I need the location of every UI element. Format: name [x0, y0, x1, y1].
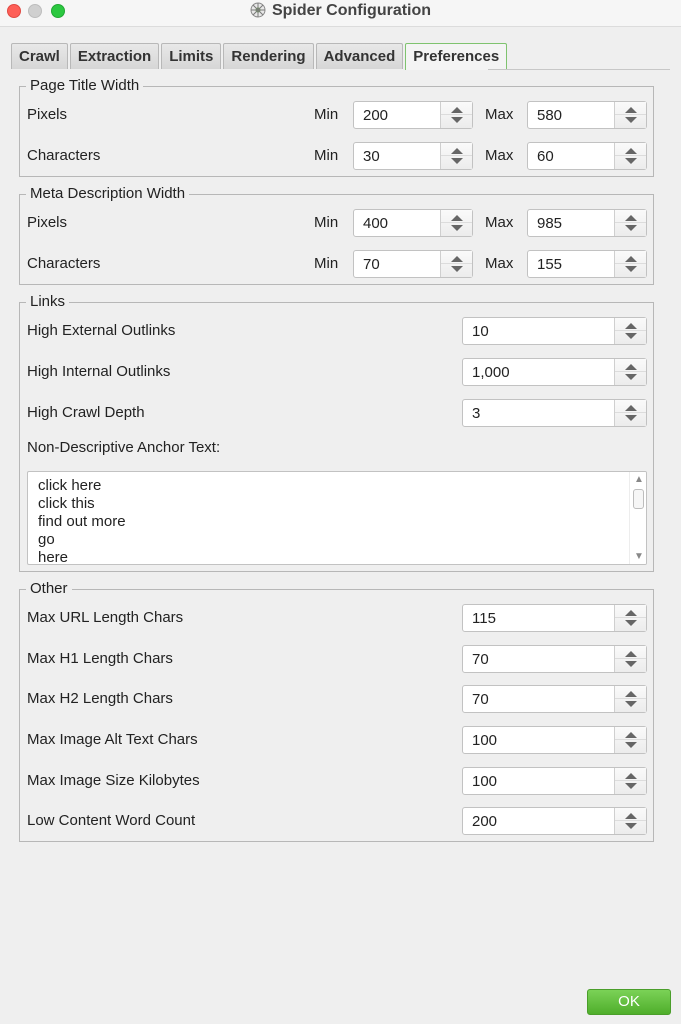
min-label: Min [314, 214, 339, 231]
spinbox-buttons [614, 102, 646, 128]
spinbox-buttons [440, 143, 472, 169]
tab-rendering[interactable]: Rendering [223, 43, 313, 69]
spinbox-value[interactable]: 200 [472, 813, 498, 830]
high-crawl-depth-row [27, 399, 647, 427]
page-title-width-group [19, 77, 654, 177]
spinbox-buttons [614, 686, 646, 712]
high-external-outlinks-spinbox[interactable] [462, 317, 647, 345]
increment-arrow-icon[interactable] [625, 256, 637, 262]
row-label: Max Image Alt Text Chars [27, 731, 198, 748]
other-group [19, 580, 654, 842]
row-label: High Crawl Depth [27, 404, 145, 421]
spinbox-value[interactable]: 10 [472, 323, 489, 340]
row-label: Pixels [27, 214, 68, 231]
anchor-text-label: Non-Descriptive Anchor Text: [27, 439, 221, 456]
max-h1-length-spinbox[interactable] [462, 645, 647, 673]
max-image-size-spinbox[interactable] [462, 767, 647, 795]
title-pixels-min-spinbox[interactable] [353, 101, 473, 129]
increment-arrow-icon[interactable] [451, 107, 463, 113]
max-url-length-spinbox[interactable] [462, 604, 647, 632]
increment-arrow-icon[interactable] [625, 651, 637, 657]
row-label: High Internal Outlinks [27, 363, 171, 380]
list-item[interactable]: find out more [38, 513, 126, 530]
decrement-arrow-icon[interactable] [625, 661, 637, 667]
decrement-arrow-icon[interactable] [451, 117, 463, 123]
min-label: Min [314, 147, 339, 164]
min-label: Min [314, 255, 339, 272]
group-heading: Other [26, 580, 72, 598]
meta-pixels-max-spinbox[interactable] [527, 209, 647, 237]
window-title: Spider Configuration [271, 2, 432, 19]
spinbox-value[interactable]: 1,000 [472, 364, 510, 381]
increment-arrow-icon[interactable] [625, 215, 637, 221]
group-heading: Page Title Width [26, 77, 143, 95]
meta-pixels-row [27, 209, 647, 237]
anchor-text-label-row [27, 434, 647, 462]
tab-crawl[interactable]: Crawl [11, 43, 68, 69]
spinbox-value[interactable]: 3 [472, 405, 481, 422]
spinbox-buttons [440, 251, 472, 277]
title-bar [0, 0, 681, 27]
spinbox-buttons [614, 210, 646, 236]
increment-arrow-icon[interactable] [625, 364, 637, 370]
meta-pixels-min-spinbox[interactable] [353, 209, 473, 237]
spinbox-buttons [614, 605, 646, 631]
tab-preferences[interactable]: Preferences [405, 43, 507, 70]
spinbox-value[interactable]: 70 [472, 651, 489, 668]
increment-arrow-icon[interactable] [451, 215, 463, 221]
meta-characters-row [27, 250, 647, 278]
spinbox-value[interactable]: 70 [472, 691, 489, 708]
decrement-arrow-icon[interactable] [625, 266, 637, 272]
max-label: Max [485, 106, 514, 123]
spinbox-buttons [614, 251, 646, 277]
high-internal-outlinks-row [27, 358, 647, 386]
decrement-arrow-icon[interactable] [451, 266, 463, 272]
spinbox-value[interactable]: 100 [472, 732, 498, 749]
spinbox-value[interactable]: 155 [537, 256, 563, 273]
decrement-arrow-icon[interactable] [625, 225, 637, 231]
increment-arrow-icon[interactable] [451, 148, 463, 154]
spinbox-buttons [614, 768, 646, 794]
spinbox-buttons [614, 400, 646, 426]
row-label: Max URL Length Chars [27, 609, 184, 626]
decrement-arrow-icon[interactable] [625, 374, 637, 380]
max-h2-length-row [27, 685, 647, 713]
spinbox-buttons [614, 143, 646, 169]
meta-chars-max-spinbox[interactable] [527, 250, 647, 278]
decrement-arrow-icon[interactable] [451, 225, 463, 231]
title-chars-max-spinbox[interactable] [527, 142, 647, 170]
list-item[interactable]: go [38, 531, 55, 548]
increment-arrow-icon[interactable] [625, 405, 637, 411]
vertical-scrollbar[interactable] [629, 472, 646, 564]
spinbox-buttons [440, 102, 472, 128]
meta-chars-min-spinbox[interactable] [353, 250, 473, 278]
row-label: Characters [27, 147, 101, 164]
title-chars-min-spinbox[interactable] [353, 142, 473, 170]
decrement-arrow-icon[interactable] [625, 620, 637, 626]
list-item[interactable]: here [38, 549, 69, 565]
decrement-arrow-icon[interactable] [625, 158, 637, 164]
max-label: Max [485, 147, 514, 164]
max-image-alt-text-row [27, 726, 647, 754]
min-label: Min [314, 106, 339, 123]
group-heading: Links [26, 293, 69, 311]
high-crawl-depth-spinbox[interactable] [462, 399, 647, 427]
max-label: Max [485, 255, 514, 272]
low-content-word-count-spinbox[interactable] [462, 807, 647, 835]
low-content-word-count-row [27, 807, 647, 835]
spinbox-buttons [614, 646, 646, 672]
row-label: Max H1 Length Chars [27, 650, 173, 667]
increment-arrow-icon[interactable] [625, 813, 637, 819]
increment-arrow-icon[interactable] [625, 107, 637, 113]
increment-arrow-icon[interactable] [625, 610, 637, 616]
non-descriptive-anchor-text-list[interactable] [27, 471, 647, 565]
decrement-arrow-icon[interactable] [625, 333, 637, 339]
decrement-arrow-icon[interactable] [625, 823, 637, 829]
links-group [19, 293, 654, 572]
spinbox-buttons [440, 210, 472, 236]
tab-bar [11, 43, 509, 70]
tab-divider [488, 69, 670, 70]
decrement-arrow-icon[interactable] [451, 158, 463, 164]
decrement-arrow-icon[interactable] [625, 415, 637, 421]
scroll-down-icon[interactable]: ▼ [634, 551, 644, 562]
row-label: High External Outlinks [27, 322, 176, 339]
row-label: Low Content Word Count [27, 812, 196, 829]
high-external-outlinks-row [27, 317, 647, 345]
title-characters-row [27, 142, 647, 170]
ok-button[interactable]: OK [587, 989, 671, 1015]
group-heading: Meta Description Width [26, 185, 189, 203]
spinbox-buttons [614, 359, 646, 385]
decrement-arrow-icon[interactable] [625, 117, 637, 123]
decrement-arrow-icon[interactable] [625, 742, 637, 748]
decrement-arrow-icon[interactable] [625, 701, 637, 707]
spinbox-value[interactable]: 60 [537, 148, 554, 165]
increment-arrow-icon[interactable] [625, 148, 637, 154]
increment-arrow-icon[interactable] [625, 773, 637, 779]
increment-arrow-icon[interactable] [625, 732, 637, 738]
spinbox-value[interactable]: 100 [472, 773, 498, 790]
max-image-size-row [27, 767, 647, 795]
spinbox-value[interactable]: 70 [363, 256, 380, 273]
spinbox-value[interactable]: 30 [363, 148, 380, 165]
tab-limits[interactable]: Limits [161, 43, 221, 69]
spinbox-buttons [614, 808, 646, 834]
tab-extraction[interactable]: Extraction [70, 43, 159, 69]
increment-arrow-icon[interactable] [451, 256, 463, 262]
spinbox-buttons [614, 727, 646, 753]
row-label: Max Image Size Kilobytes [27, 772, 200, 789]
spinbox-value[interactable]: 580 [537, 107, 563, 124]
tab-advanced[interactable]: Advanced [316, 43, 404, 69]
high-internal-outlinks-spinbox[interactable] [462, 358, 647, 386]
decrement-arrow-icon[interactable] [625, 783, 637, 789]
app-spider-icon [250, 2, 266, 18]
max-url-length-row [27, 604, 647, 632]
scrollbar-thumb[interactable] [633, 489, 644, 509]
increment-arrow-icon[interactable] [625, 691, 637, 697]
max-h2-length-spinbox[interactable] [462, 685, 647, 713]
spinbox-buttons [614, 318, 646, 344]
list-item[interactable]: click this [38, 495, 95, 512]
max-h1-length-row [27, 645, 647, 673]
spinbox-value[interactable]: 400 [363, 215, 389, 232]
title-pixels-row [27, 101, 647, 129]
scroll-up-icon[interactable]: ▲ [634, 474, 644, 485]
row-label: Pixels [27, 106, 68, 123]
spinbox-value[interactable]: 200 [363, 107, 389, 124]
spinbox-value[interactable]: 985 [537, 215, 563, 232]
meta-description-width-group [19, 185, 654, 285]
max-label: Max [485, 214, 514, 231]
title-pixels-max-spinbox[interactable] [527, 101, 647, 129]
max-image-alt-text-spinbox[interactable] [462, 726, 647, 754]
row-label: Characters [27, 255, 101, 272]
increment-arrow-icon[interactable] [625, 323, 637, 329]
spinbox-value[interactable]: 115 [472, 610, 496, 627]
list-item[interactable]: click here [38, 477, 102, 494]
row-label: Max H2 Length Chars [27, 690, 173, 707]
